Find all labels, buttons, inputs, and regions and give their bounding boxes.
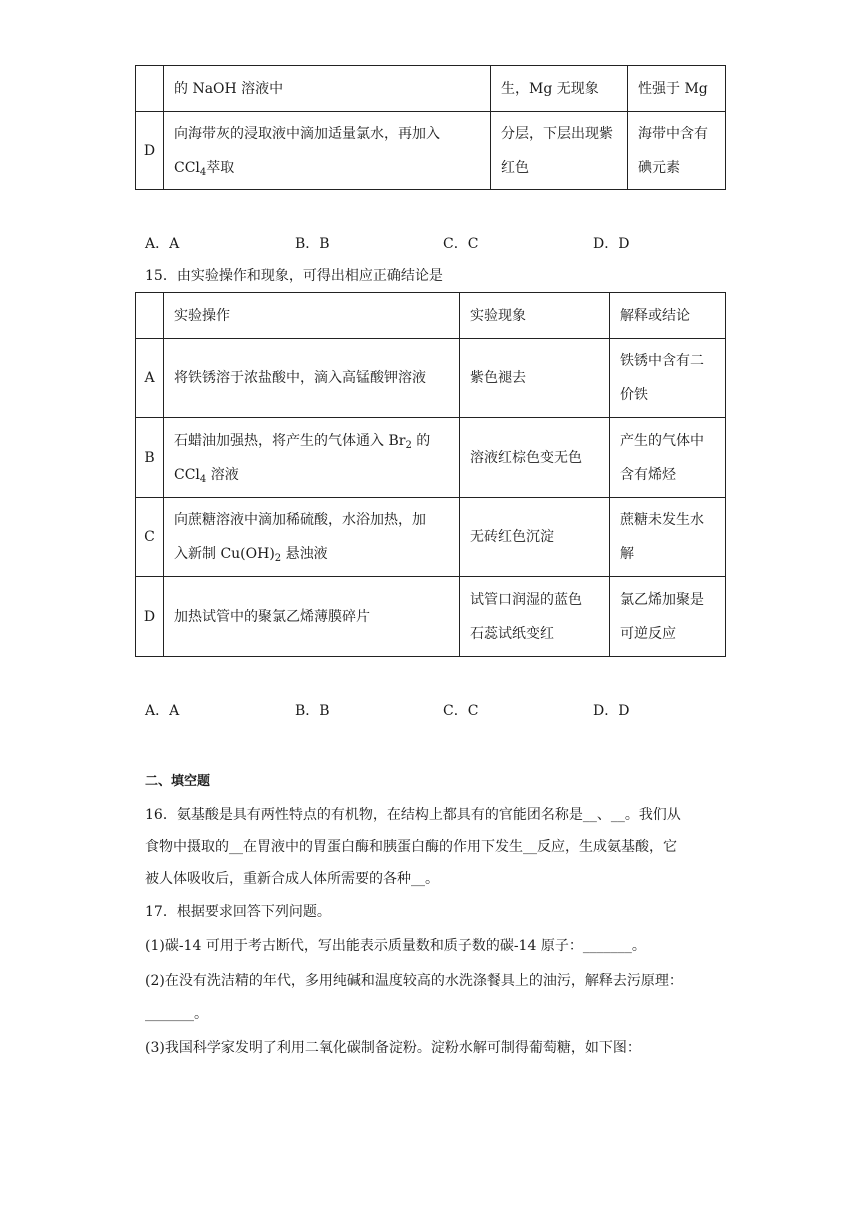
row-key xyxy=(136,66,164,112)
table-header-row xyxy=(136,293,726,339)
option-a[interactable]: A．A xyxy=(145,703,180,719)
conclusion-cell xyxy=(610,498,726,577)
cell-line xyxy=(174,458,449,492)
cell-line xyxy=(174,151,480,185)
option-c[interactable]: C．C xyxy=(443,703,479,719)
option-c[interactable]: C．C xyxy=(443,236,479,252)
cell-line: 向海带灰的浸取液中滴加适量氯水，再加入 xyxy=(174,125,440,142)
cell-line: 含有烯烃 xyxy=(620,466,676,483)
operation-cell: 的 NaOH 溶液中 xyxy=(164,66,491,112)
cell-line: 解 xyxy=(620,546,634,562)
header-key xyxy=(136,293,164,339)
cell-line: 氯乙烯加聚是 xyxy=(620,591,704,608)
experiment-table-continued xyxy=(135,65,726,190)
formula-text: 萃取 xyxy=(206,159,235,176)
question-17-part-2-cont: _______。 xyxy=(145,1006,208,1022)
cell-line xyxy=(174,424,449,458)
conclusion-cell xyxy=(610,339,726,418)
table-row xyxy=(136,339,726,418)
formula-text: CCl xyxy=(174,466,200,483)
row-key: C xyxy=(136,498,164,577)
cell-line: 价铁 xyxy=(620,387,648,403)
table-row xyxy=(136,498,726,577)
subscript: 2 xyxy=(405,439,412,451)
cell-line: 蔗糖未发生水 xyxy=(620,512,704,528)
row-key: D xyxy=(136,112,164,190)
table-row xyxy=(136,577,726,657)
cell-line: 产生的气体中 xyxy=(620,432,704,449)
conclusion-cell xyxy=(610,418,726,498)
phenomenon-cell: 无砖红色沉淀 xyxy=(460,498,610,577)
header-operation: 实验操作 xyxy=(164,293,460,339)
row-key: B xyxy=(136,418,164,498)
question-16-line: 被人体吸收后，重新合成人体所需要的各种__。 xyxy=(145,871,439,887)
row-key: A xyxy=(136,339,164,418)
question-16-line: 16．氨基酸是具有两性特点的有机物，在结构上都具有的官能团名称是__、__。我们从 xyxy=(145,807,681,823)
phenomenon-cell xyxy=(491,112,628,190)
section-heading: 二、填空题 xyxy=(145,774,211,789)
formula-text: 溶液 xyxy=(206,466,239,483)
header-conclusion: 解释或结论 xyxy=(610,293,726,339)
row-key: D xyxy=(136,577,164,657)
option-b[interactable]: B．B xyxy=(295,236,330,252)
operation-cell: 加热试管中的聚氯乙烯薄膜碎片 xyxy=(164,577,460,657)
formula-text: CCl xyxy=(174,159,200,176)
formula-text: 入新制 Cu(OH) xyxy=(174,546,275,562)
subscript: 2 xyxy=(274,553,282,564)
cell-line: 试管口润湿的蓝色 xyxy=(470,591,582,608)
formula-text: 悬浊液 xyxy=(281,546,328,562)
cell-line xyxy=(174,537,449,571)
question-17-text: 17．根据要求回答下列问题。 xyxy=(145,904,331,920)
experiment-table-q15 xyxy=(135,292,726,657)
operation-cell xyxy=(164,112,491,190)
table-row xyxy=(136,112,726,190)
cell-line: 红色 xyxy=(501,159,529,176)
option-a[interactable]: A．A xyxy=(145,236,180,252)
cell-line: 向蔗糖溶液中滴加稀硫酸，水浴加热，加 xyxy=(174,512,426,528)
operation-cell xyxy=(164,418,460,498)
phenomenon-cell xyxy=(460,577,610,657)
question-16-line: 食物中摄取的__在胃液中的胃蛋白酶和胰蛋白酶的作用下发生__反应，生成氨基酸，它 xyxy=(145,839,677,855)
option-b[interactable]: B．B xyxy=(295,703,330,719)
phenomenon-cell: 紫色褪去 xyxy=(460,339,610,418)
table-row xyxy=(136,66,726,112)
subscript: 4 xyxy=(199,473,207,485)
conclusion-cell: 性强于 Mg xyxy=(628,66,726,112)
formula-text: 的 xyxy=(411,432,431,449)
conclusion-cell xyxy=(610,577,726,657)
operation-cell: 将铁锈溶于浓盐酸中，滴入高锰酸钾溶液 xyxy=(164,339,460,418)
option-d[interactable]: D．D xyxy=(593,236,630,252)
cell-line: 铁锈中含有二 xyxy=(620,353,704,369)
conclusion-cell xyxy=(628,112,726,190)
question-17-part-2: (2)在没有洗洁精的年代，多用纯碱和温度较高的水洗涤餐具上的油污，解释去污原理： xyxy=(145,973,683,989)
operation-cell xyxy=(164,498,460,577)
header-phenomenon: 实验现象 xyxy=(460,293,610,339)
cell-line: 碘元素 xyxy=(638,159,680,176)
table-row xyxy=(136,418,726,498)
question-17-part-3: (3)我国科学家发明了利用二氧化碳制备淀粉。淀粉水解可制得葡萄糖，如下图： xyxy=(145,1040,641,1056)
cell-line: 海带中含有 xyxy=(638,125,708,142)
question-15-text: 15．由实验操作和现象，可得出相应正确结论是 xyxy=(145,268,443,284)
cell-line: 石蕊试纸变红 xyxy=(470,625,554,642)
formula-text: 石蜡油加强热，将产生的气体通入 Br xyxy=(174,432,406,449)
phenomenon-cell: 溶液红棕色变无色 xyxy=(460,418,610,498)
cell-line: 可逆反应 xyxy=(620,625,676,642)
question-17-part-1: (1)碳-14 可用于考古断代，写出能表示质量数和质子数的碳-14 原子：_______。 xyxy=(145,938,646,954)
subscript: 4 xyxy=(199,166,207,178)
phenomenon-cell: 生，Mg 无现象 xyxy=(491,66,628,112)
option-d[interactable]: D．D xyxy=(593,703,630,719)
cell-line: 分层，下层出现紫 xyxy=(501,125,613,142)
